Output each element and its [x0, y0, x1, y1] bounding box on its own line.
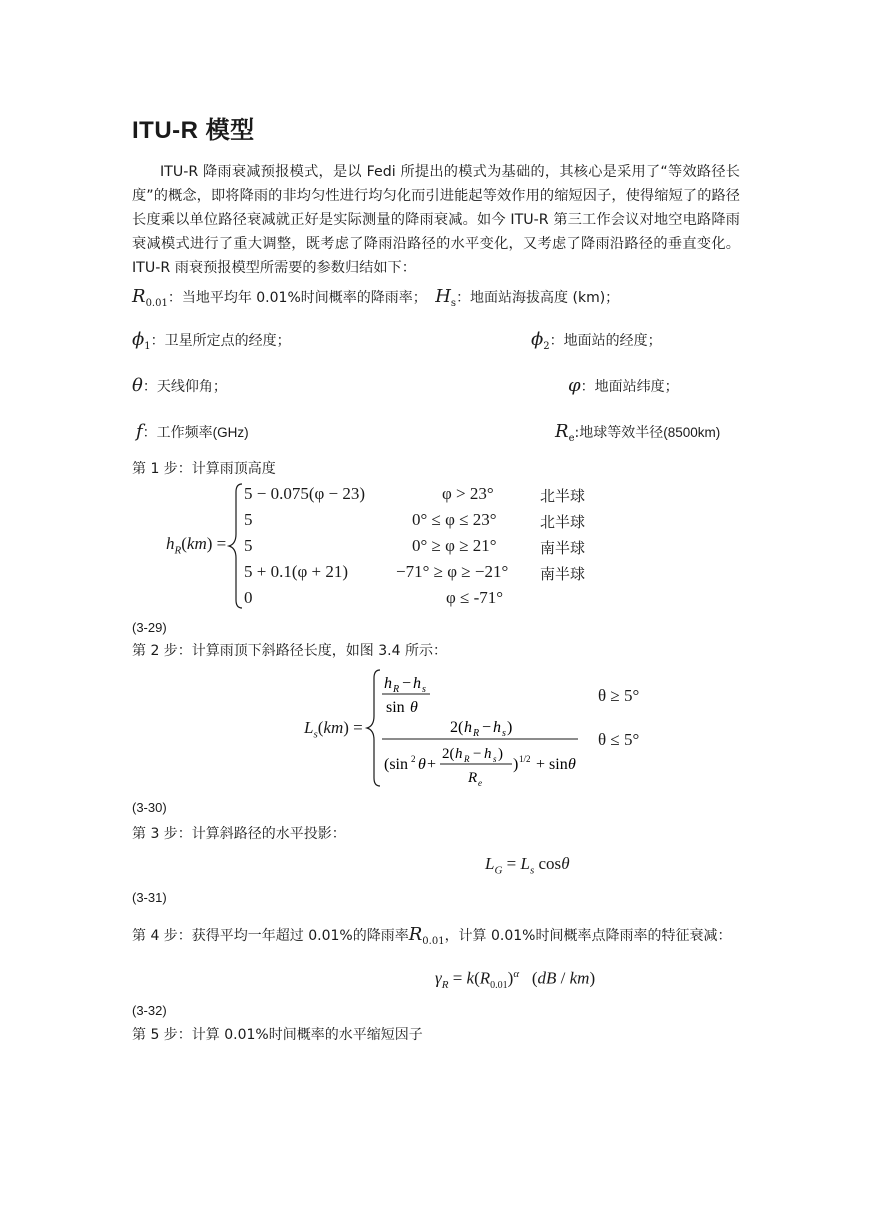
svg-text:h: h	[493, 719, 501, 736]
hr-case-4-hemi: 南半球	[540, 565, 586, 583]
hr-case-1-expr: 5 − 0.075(φ − 23)	[244, 484, 366, 503]
svg-text:h: h	[484, 746, 492, 762]
svg-text:+ sin: + sin	[536, 756, 568, 773]
param-row-theta	[132, 377, 227, 396]
symbol-theta: θ	[132, 375, 143, 396]
equation-lg: $L_G = L_s$ cosθ	[485, 854, 570, 877]
svg-text:θ: θ	[418, 756, 426, 773]
step-4-text-a: 第 4 步：获得平均一年超过 0.01%的降雨率	[132, 928, 409, 944]
theta-desc: ：天线仰角；	[142, 379, 227, 395]
param-row-f	[136, 423, 249, 442]
step-4-text-b: ，计算 0.01%时间概率点降雨率的特征衰减：	[444, 928, 732, 944]
svg-text:): )	[507, 719, 513, 736]
equation-number-331: (3-31)	[132, 890, 167, 905]
intro-paragraph: ITU-R 降雨衰减预报模式，是以 Fedi 所提出的模式为基础的，其核心是采用了“等效路径长度”的概念，即将降雨的非均匀性进行均匀化而引进能起等效作用的缩短因子，使得缩短了的路径长度乘以单位路径衰减就正好是实际测量的降雨衰减。如今 ITU-R 第三工作会议对地空电路降雨衰减模式进行了重大调整，既考虑了降雨沿路径的水平变化，又考虑了降雨沿路径的垂直变化。ITU-R 雨衰预报模型所需要的参数归结如下：	[132, 164, 740, 276]
step-5: 第 5 步：计算 0.01%时间概率的水平缩短因子	[132, 1027, 423, 1043]
symbol-r001: $R_{0.01}$	[132, 286, 168, 309]
svg-text:+: +	[427, 756, 437, 773]
svg-text:θ: θ	[410, 699, 418, 716]
hr-case-2-hemi: 北半球	[540, 513, 586, 531]
f-desc: ：工作频率	[142, 425, 213, 441]
equation-gamma: $\gamma_R = k(R_{0.01})^\alpha$ (dB / km)	[435, 968, 596, 992]
symbol-f: f	[136, 421, 143, 442]
svg-text:s: s	[502, 728, 506, 739]
hr-case-1-hemi: 北半球	[540, 487, 586, 505]
re-desc: :地球等效半径	[574, 425, 664, 441]
ls-cond-1: θ ≥ 5°	[598, 686, 640, 705]
step-2: 第 2 步：计算雨顶下斜路径长度，如图 3.4 所示：	[132, 643, 447, 659]
svg-text:s: s	[493, 754, 497, 764]
step-3: 第 3 步：计算斜路径的水平投影：	[132, 826, 346, 842]
equation-hr	[160, 478, 620, 614]
svg-text:2(: 2(	[450, 719, 464, 736]
equation-number-329: (3-29)	[132, 620, 167, 635]
param-row-1	[132, 288, 619, 313]
hr-case-4-cond: −71° ≥ φ ≥ −21°	[396, 562, 509, 581]
symbol-phi1: $\phi_1$	[132, 329, 151, 352]
f-unit: (GHz)	[212, 425, 249, 440]
svg-text:R: R	[464, 754, 470, 764]
svg-text:−: −	[482, 719, 492, 736]
re-unit: (8500km)	[663, 425, 721, 440]
ls-cond-2: θ ≤ 5°	[598, 730, 640, 749]
phi2-desc: ：地面站的经度；	[549, 333, 662, 349]
svg-text:h: h	[384, 675, 392, 692]
symbol-r001-inline: $R_{0.01}$	[408, 924, 445, 947]
svg-text:R: R	[473, 728, 480, 739]
symbol-varphi: φ	[568, 375, 581, 396]
svg-text:): )	[513, 756, 519, 773]
hs-desc: ：地面站海拔高度 (km)；	[456, 290, 620, 306]
svg-text:1/2: 1/2	[519, 754, 531, 764]
svg-text:(sin: (sin	[384, 756, 408, 773]
param-row-re	[555, 423, 720, 448]
hr-case-2-cond: 0° ≤ φ ≤ 23°	[412, 510, 497, 529]
symbol-re: $R_e$	[555, 421, 575, 444]
hr-case-3-expr: 5	[244, 536, 253, 555]
svg-text:h: h	[413, 675, 421, 692]
param-row-phi1	[132, 331, 291, 356]
r001-desc: ：当地平均年 0.01%时间概率的降雨率；	[167, 290, 427, 306]
svg-text:R: R	[468, 770, 478, 786]
svg-text:s: s	[422, 684, 426, 695]
equation-ls	[300, 666, 660, 790]
svg-text:R: R	[393, 684, 400, 695]
hr-case-2-expr: 5	[244, 510, 253, 529]
ls-lhs: $L_s(km)$ =	[304, 718, 363, 741]
svg-text:−: −	[402, 675, 412, 692]
param-row-phi2	[531, 331, 662, 356]
svg-text:2(: 2(	[442, 746, 455, 762]
symbol-hs: $H_s$	[435, 286, 457, 309]
hr-case-5-expr: 0	[244, 588, 253, 607]
svg-text:): )	[498, 746, 503, 762]
hr-case-3-cond: 0° ≥ φ ≥ 21°	[412, 536, 497, 555]
phi1-desc: ：卫星所定点的经度；	[150, 333, 291, 349]
symbol-phi2: $\phi_2$	[531, 329, 550, 352]
svg-text:−: −	[473, 746, 482, 762]
svg-text:sin: sin	[386, 699, 405, 716]
svg-text:e: e	[478, 778, 482, 788]
hr-case-4-expr: 5 + 0.1(φ + 21)	[244, 562, 349, 581]
step-4	[132, 924, 732, 947]
hr-case-1-cond: φ > 23°	[442, 484, 494, 503]
svg-text:h: h	[455, 746, 463, 762]
equation-number-332: (3-32)	[132, 1003, 167, 1018]
hr-case-3-hemi: 南半球	[540, 539, 586, 557]
hr-case-5-cond: φ ≤ -71°	[446, 588, 504, 607]
varphi-desc: ：地面站纬度；	[580, 379, 679, 395]
svg-text:θ: θ	[568, 756, 576, 773]
param-row-varphi	[568, 377, 679, 396]
equation-number-330: (3-30)	[132, 800, 167, 815]
step-1: 第 1 步：计算雨顶高度	[132, 461, 276, 477]
svg-text:h: h	[464, 719, 472, 736]
page-title: ITU-R 模型	[132, 117, 255, 144]
svg-text:2: 2	[411, 754, 416, 764]
hr-lhs: $h_R(km)$ =	[166, 534, 227, 557]
